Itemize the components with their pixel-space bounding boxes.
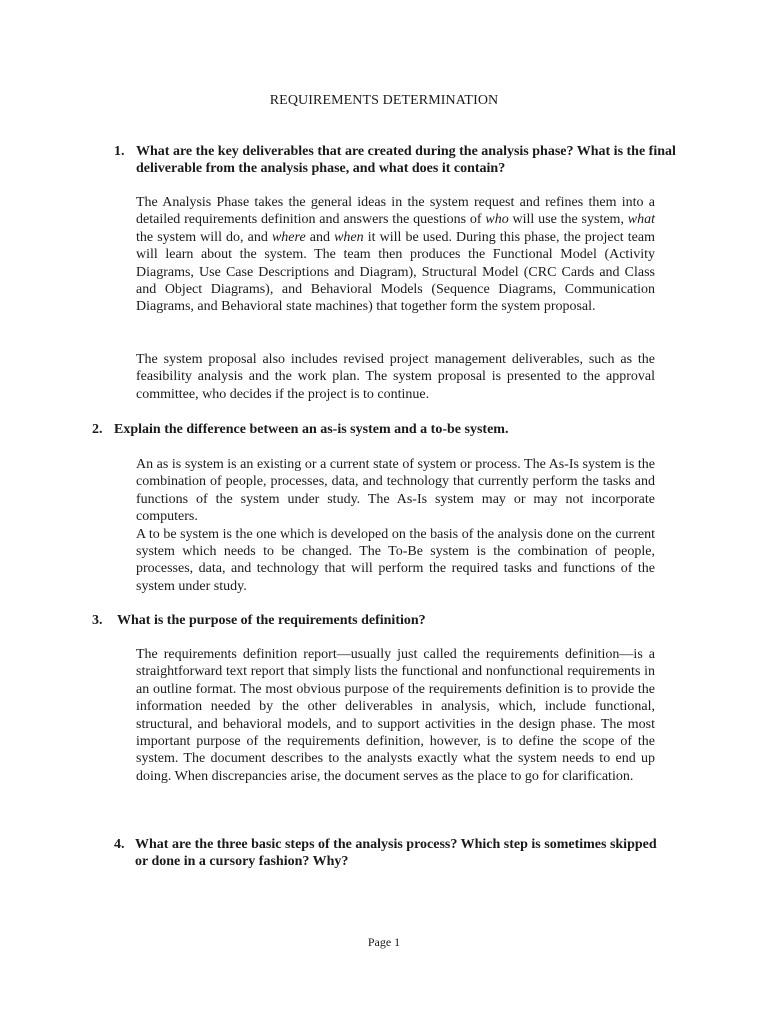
emphasis-who: who bbox=[485, 212, 509, 228]
answer-2 bbox=[136, 456, 655, 595]
answer-paragraph: An as is system is an existing or a current state of system or process. The As-Is system is the combination of people, processes, data, and technology that currently perform the tasks and functions of the system under study. The As-Is system may or may not incorporate computers. bbox=[136, 457, 655, 525]
question-text: What are the key deliverables that are created during the analysis phase? What is the final deliverable from the analysis phase, and what does it contain? bbox=[136, 144, 676, 177]
answer-paragraph: The requirements definition report—usually just called the requirements definition—is a straightforward text report that simply lists the functional and nonfunctional requirements in an outline format. The most obvious purpose of the requirements definition is to provide the information needed by the other deliverables in analysis, which, include functional, structural, and behavioral models, and to support activities in the design phase. The most important purpose of the requirements definition, however, is to define the scope of the system. The document describes to the analysts exactly what the system needs to end up doing. When discrepancies arise, the document serves as the place to go for clarification. bbox=[136, 647, 655, 784]
document-title: REQUIREMENTS DETERMINATION bbox=[269, 93, 499, 108]
answer-paragraph: The system proposal also includes revised project management deliverables, such as the feasibility analysis and the work plan. The system proposal is presented to the approval committee, who decides if the project is to continue. bbox=[136, 352, 655, 402]
question-text: Explain the difference between an as-is system and a to-be system. bbox=[114, 422, 509, 437]
question-2 bbox=[92, 421, 674, 438]
answer-paragraph: A to be system is the one which is developed on the basis of the analysis done on the current system which needs to be changed. The To-Be system is the combination of people, processes, data, and technology that will perform the required tasks and functions of the system under study. bbox=[136, 526, 655, 594]
question-text: What is the purpose of the requirements definition? bbox=[117, 613, 426, 628]
question-1 bbox=[114, 143, 676, 178]
emphasis-when: when bbox=[334, 229, 364, 245]
emphasis-where: where bbox=[271, 229, 306, 245]
page-number: Page 1 bbox=[367, 935, 401, 949]
answer-paragraph: The Analysis Phase takes the general ideas in the system request and refines them into a detailed requirements definition and answers the questions of who will use the system, what the system will do, and where and when it will be used. During this phase, the project team will learn about the system. The team then produces the Functional Model (Activity Diagrams, Use Case Descriptions and Diagram), Structural Model (CRC Cards and Class and Object Diagrams), and Behavioral Models (Sequence Diagrams, Communication Diagrams, and Behavioral state machines) that together form the system proposal. bbox=[136, 195, 655, 315]
question-4 bbox=[114, 836, 665, 871]
question-text: What are the three basic steps of the analysis process? Which step is sometimes skipped or done in a cursory fashion? Why? bbox=[135, 837, 657, 870]
question-number: 2. bbox=[92, 422, 103, 437]
question-number: 1. bbox=[114, 144, 125, 159]
answer-1 bbox=[136, 194, 655, 316]
question-number: 4. bbox=[114, 837, 125, 852]
answer-1b bbox=[136, 351, 655, 403]
answer-3 bbox=[136, 646, 655, 785]
question-3 bbox=[92, 612, 677, 629]
emphasis-what: what bbox=[627, 212, 655, 228]
question-number: 3. bbox=[92, 613, 103, 628]
